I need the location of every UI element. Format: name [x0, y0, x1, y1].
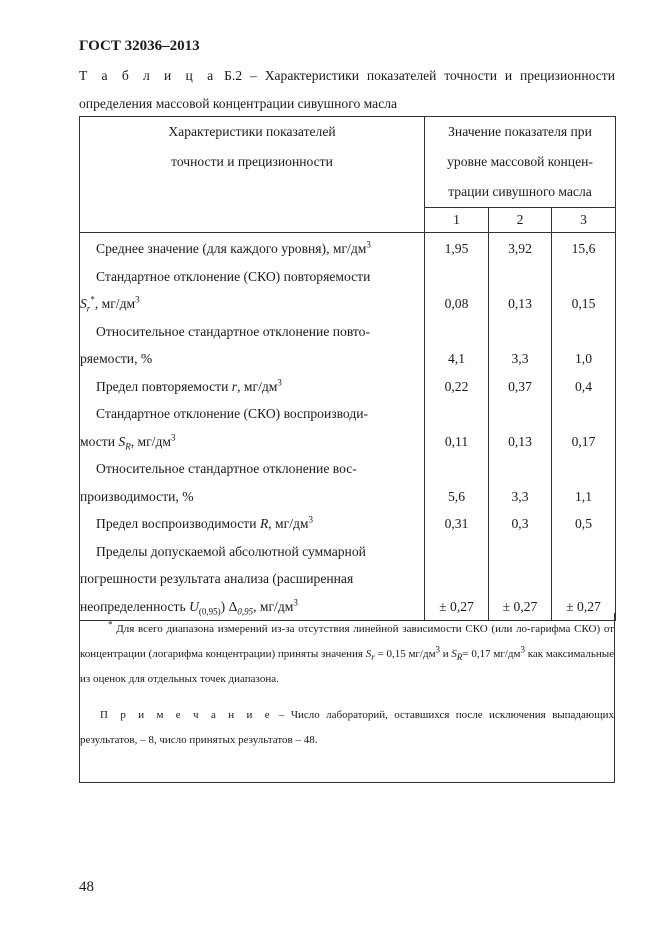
cell-value: 4,1 — [425, 318, 489, 373]
table-row: Относительное стандартное отклонение вос- производимости, % 5,6 3,3 1,1 — [80, 455, 616, 510]
table-row: Предел воспроизводимости R, $мг/дм^3$ 0,31 0,3 0,5 — [80, 510, 616, 538]
table-row: Пределы допускаемой абсолютной суммарной погрешности результата анализа (расширенная неопределенность $U_{(0,95)}$) $\Delta_{0,95}$, $мг/дм^3$ ± 0,27 ± 0,27 ± 0,27 — [80, 538, 616, 621]
cell-value: ± 0,27 — [425, 538, 489, 621]
cell-value: 15,6 — [552, 233, 616, 263]
level-number-1: 1 — [425, 208, 489, 233]
footnote: * Для всего диапазона измерений из-за отсутствия линейной зависимости СКО (или ло-гарифма СКО) от концентрации (логарифма концентрации) приняты значения $S_r = 0,15$ $мг/дм^3$ и $S_R= 0,17$ $мг/дм^3$ как максимальные из оценок для отдельных точек диапазона. — [80, 619, 615, 685]
cell-value: 0,31 — [425, 510, 489, 538]
cell-value: 0,08 — [425, 263, 489, 318]
caption-line-2: определения массовой концентрации сивушного масла — [79, 96, 398, 111]
table-row: Относительное стандартное отклонение повто- ряемости, % 4,1 3,3 1,0 — [80, 318, 616, 373]
cell-value: 3,92 — [489, 233, 552, 263]
cell-value: 0,11 — [425, 400, 489, 455]
level-number-3: 3 — [552, 208, 616, 233]
cell-value: 0,4 — [552, 373, 616, 401]
page-number: 48 — [79, 879, 94, 895]
header-value: Значение показателя при уровне массовой концен- трации сивушного масла — [425, 117, 616, 208]
cell-value: ± 0,27 — [489, 538, 552, 621]
cell-value: 1,95 — [425, 233, 489, 263]
cell-value: ± 0,27 — [552, 538, 616, 621]
cell-value: 0,37 — [489, 373, 552, 401]
caption-line-1: Т а б л и ц а Б.2 – Характеристики показателей точности и прецизионности — [79, 68, 615, 83]
table-footnote-box — [79, 613, 615, 783]
cell-value: 0,13 — [489, 400, 552, 455]
header-characteristics: Характеристики показателей точности и прецизионности — [80, 117, 425, 233]
table-row: Стандартное отклонение (СКО) повторяемости $S_r^*$, $мг/дм^3$ 0,08 0,13 0,15 — [80, 263, 616, 318]
cell-value: 1,1 — [552, 455, 616, 510]
cell-value: 5,6 — [425, 455, 489, 510]
cell-value: 3,3 — [489, 318, 552, 373]
standard-header: ГОСТ 32036–2013 — [79, 38, 200, 54]
table-row: Предел повторяемости r, $мг/дм^3$ 0,22 0,37 0,4 — [80, 373, 616, 401]
cell-value: 0,13 — [489, 263, 552, 318]
table-caption — [79, 62, 615, 118]
cell-value: 0,22 — [425, 373, 489, 401]
precision-table — [79, 116, 616, 621]
cell-value: 0,17 — [552, 400, 616, 455]
cell-value: 0,3 — [489, 510, 552, 538]
cell-value: 0,5 — [552, 510, 616, 538]
cell-value: 1,0 — [552, 318, 616, 373]
table-row: Стандартное отклонение (СКО) воспроизводи- мости $S_R$, $мг/дм^3$ 0,11 0,13 0,17 — [80, 400, 616, 455]
level-number-2: 2 — [489, 208, 552, 233]
cell-value: 3,3 — [489, 455, 552, 510]
table-row: Среднее значение (для каждого уровня), $мг/дм^3$ 1,95 3,92 15,6 — [80, 233, 616, 263]
cell-value: 0,15 — [552, 263, 616, 318]
table-note: П р и м е ч а н и е – Число лабораторий, оставшихся после исключения выпадающих результатов, – 8, число принятых результатов – 48. — [80, 709, 614, 746]
